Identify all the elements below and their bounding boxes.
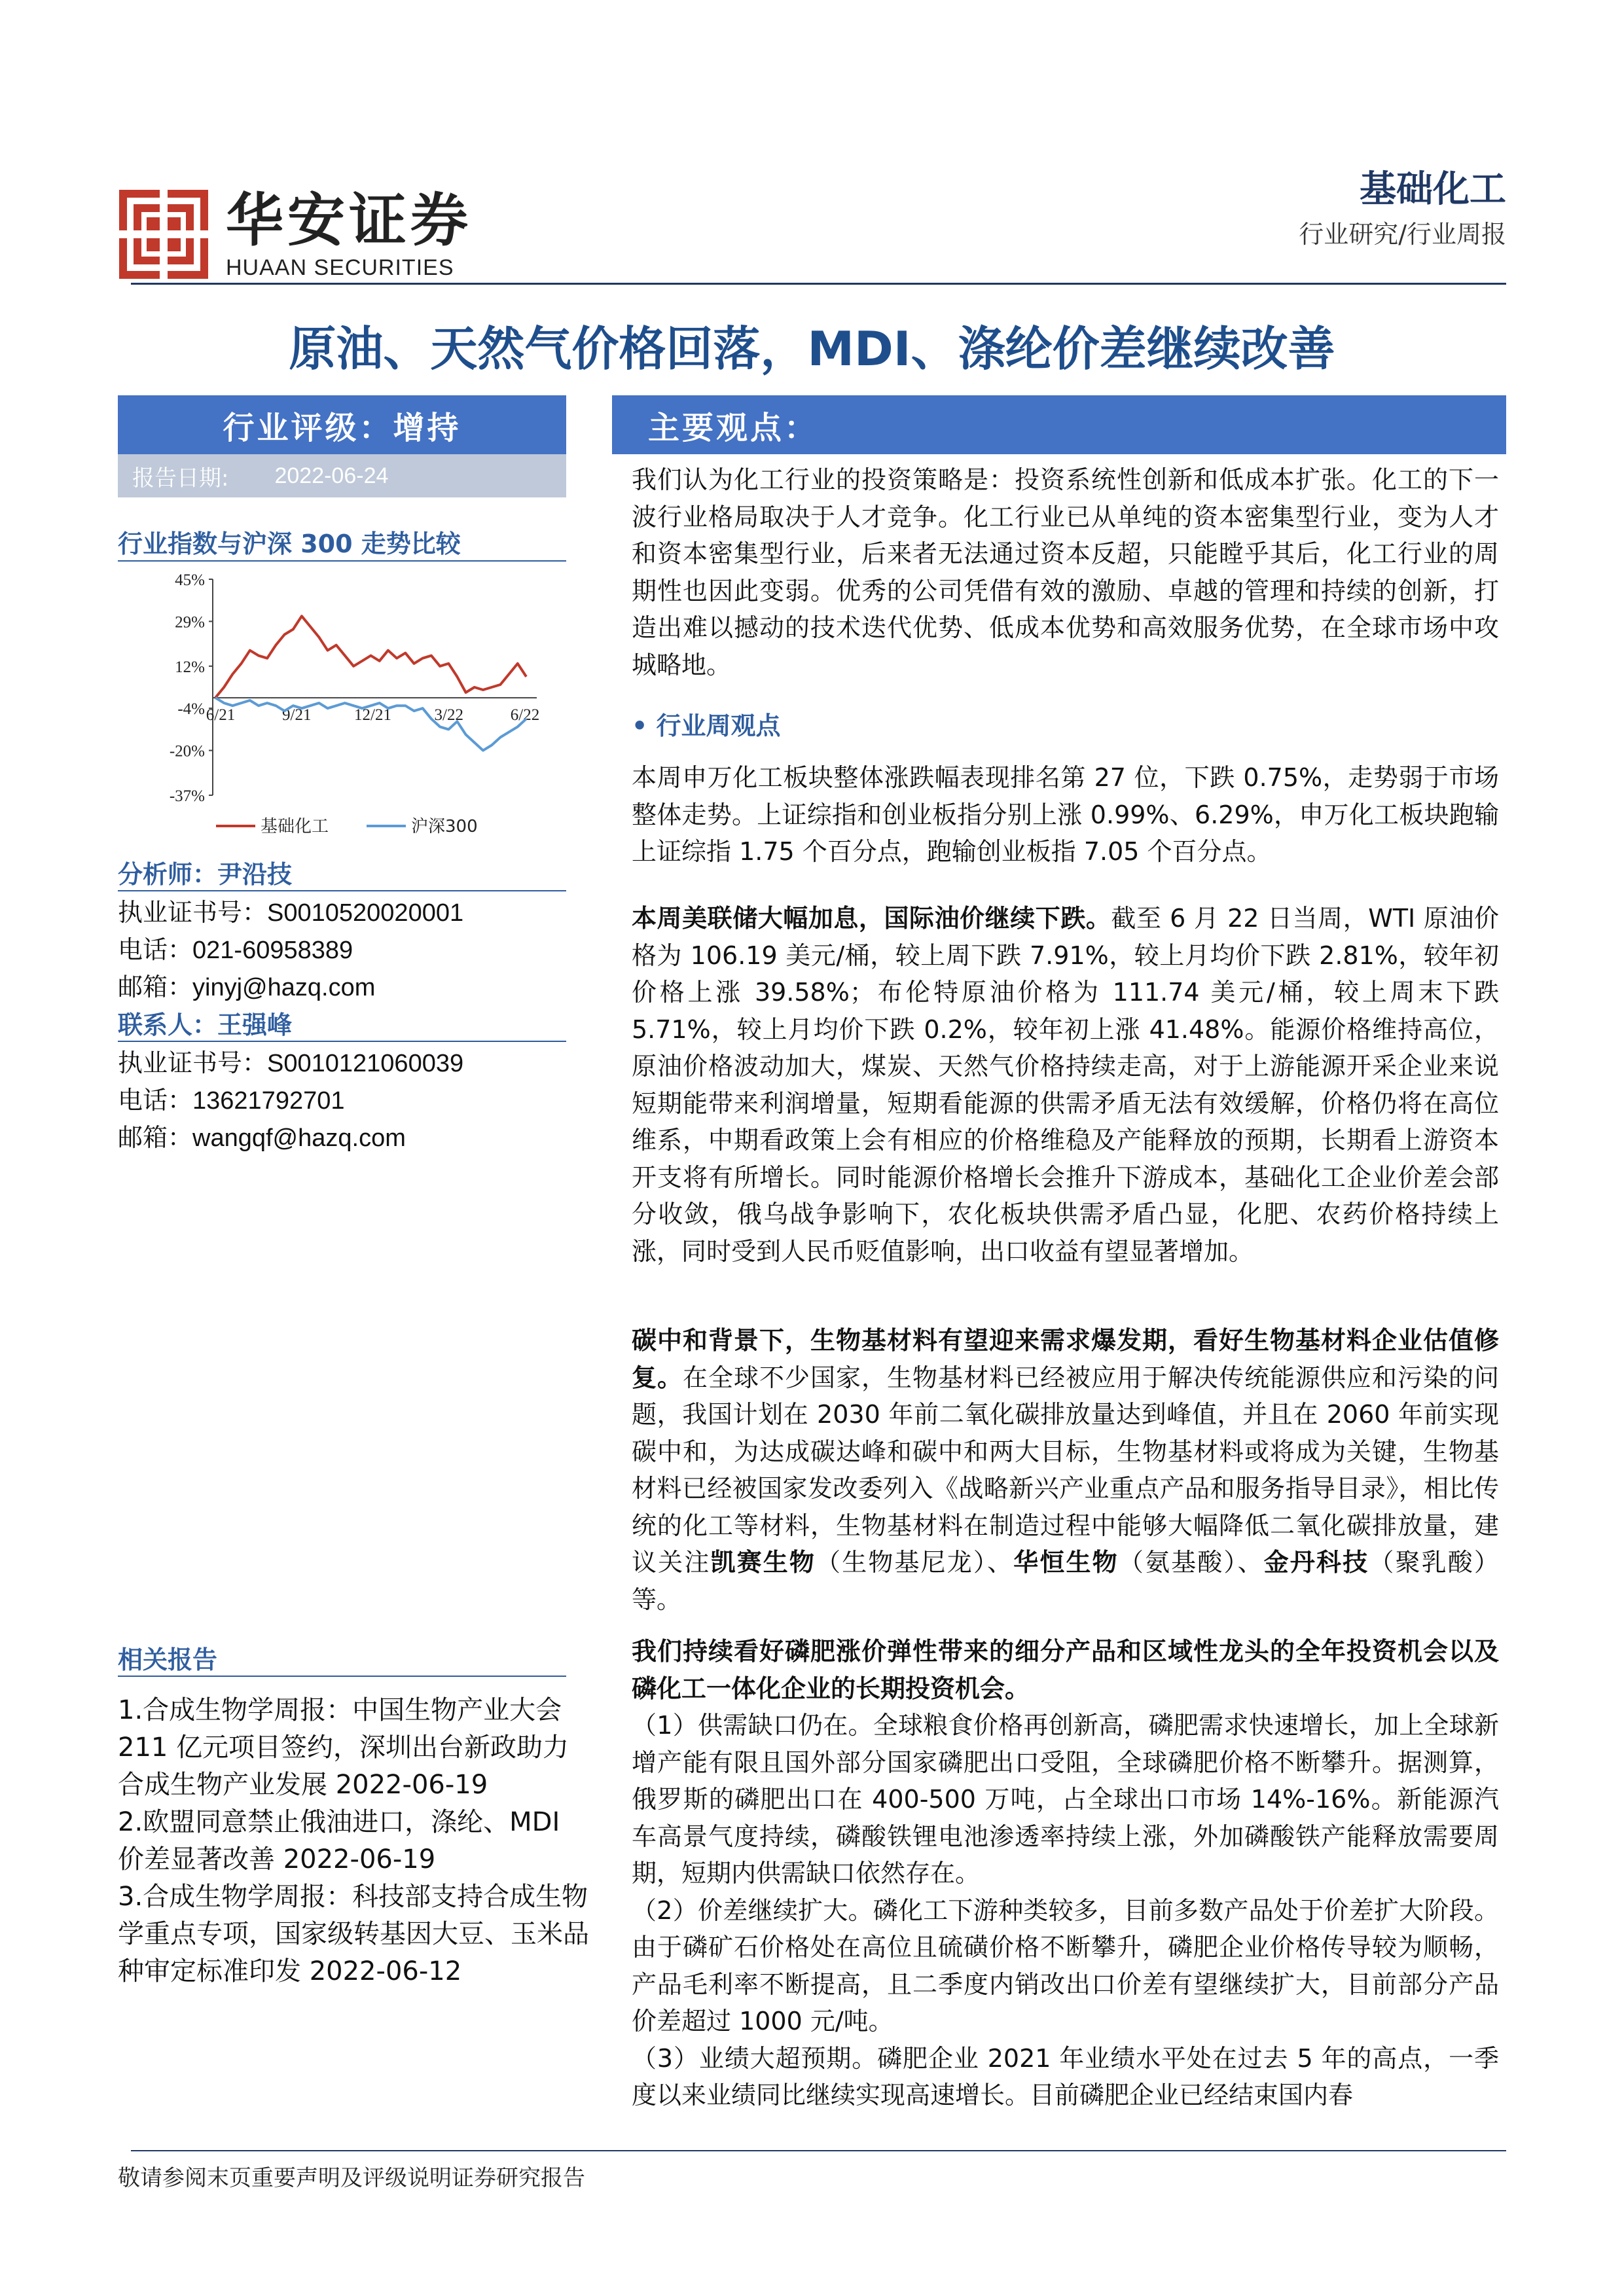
weekly-view-heading: • 行业周观点 <box>632 711 781 740</box>
logo-english-name: HUAAN SECURITIES <box>226 255 454 280</box>
logo-chinese-name: 华安证券 <box>226 186 473 254</box>
report-date-label: 报告日期: <box>132 465 229 492</box>
related-heading-rule <box>118 1676 566 1677</box>
bio-text: （生物基尼龙）、 <box>816 1548 1014 1577</box>
chart-heading-rule <box>118 560 566 562</box>
analyst-phone-label: 电话： <box>118 935 193 964</box>
x-tick-label: 3/22 <box>434 706 463 725</box>
analyst-email-label: 邮箱： <box>118 973 193 1001</box>
y-tick-label: 12% <box>175 658 205 676</box>
related-reports-heading: 相关报告 <box>118 1645 218 1674</box>
analyst-heading-rule <box>118 890 566 891</box>
related-reports-list <box>118 1692 589 1990</box>
header-divider <box>131 283 1506 285</box>
footer-divider <box>131 2150 1506 2151</box>
contact-heading-rule <box>118 1041 566 1042</box>
y-tick-label: -4% <box>177 700 205 719</box>
x-tick-label: 9/21 <box>282 706 312 725</box>
intro-paragraph <box>632 461 1499 683</box>
contact-email-link[interactable]: wangqf@hazq.com <box>192 1124 406 1152</box>
intro-text: 我们认为化工行业的投资策略是：投资系统性创新和低成本扩张。化工的下一波行业格局取决于人才竞争。化工行业已从单纯的资本密集型行业，变为人才和资本密集型行业，后来者无法通过资本反超，只能瞠乎其后，化工行业的周期性也因此变弱。优秀的公司凭借有效的激励、卓越的管理和持续的创新，打造出难以撼动的技术迭代优势、低成本优势和高效服务优势，在全球市场中攻城略地。 <box>632 465 1499 679</box>
legend-label: 沪深300 <box>411 817 478 836</box>
analyst-cert: S0010520020001 <box>267 899 464 927</box>
y-tick-label: -37% <box>169 787 205 805</box>
x-tick-label: 12/21 <box>354 706 391 725</box>
oil-paragraph <box>632 900 1499 1270</box>
company-logo-icon <box>118 188 209 280</box>
company-name: 凯赛生物 <box>710 1548 816 1577</box>
analyst-phone: 021-60958389 <box>192 937 353 964</box>
report-date-value: 2022-06-24 <box>274 463 389 488</box>
company-name: 华恒生物 <box>1013 1548 1119 1577</box>
index-comparison-chart <box>118 563 569 844</box>
bio-paragraph <box>632 1322 1499 1618</box>
report-type: 行业研究/行业周报 <box>1299 220 1506 249</box>
oil-text: 截至 6 月 22 日当周，WTI 原油价格为 106.19 美元/桶，较上周下跌 7.91%，较上月均价下跌 2.81%，较年初价格上涨 39.58%；布伦特原油价格为 111.74 美元/桶，较上周末下跌 5.71%，较上月均价下跌 0.2%，较年初上涨 41.48%。能源价格维持高位，原油价格波动加大，煤炭、天然气价格持续走高，对于上游能源开采企业来说短期能带来利润增量，短期看能源的供需矛盾无法有效缓解，价格仍将在高位维系，中期看政策上会有相应的价格维稳及产能释放的预期，长期看上游资本开支将有所增长。同时能源价格增长会推升下游成本，基础化工企业价差会部分收敛，俄乌战争影响下，农化板块供需矛盾凸显，化肥、农药价格持续上涨，同时受到人民币贬值影响，出口收益有望显著增加。 <box>632 904 1499 1266</box>
footer-disclaimer: 敬请参阅末页重要声明及评级说明证券研究报告 <box>118 2165 585 2191</box>
weekly-paragraph <box>632 759 1499 870</box>
analyst-cert-label: 执业证书号： <box>118 898 268 927</box>
report-date-bar <box>118 454 566 497</box>
related-report-item[interactable]: 1.合成生物学周报：中国生物产业大会 211 亿元项目签约，深圳出台新政助力合成生物产业发展 2022-06-19 <box>118 1695 569 1800</box>
phosphate-point-1: （1）供需缺口仍在。全球粮食价格再创新高，磷肥需求快速增长，加上全球新增产能有限且国外部分国家磷肥出口受阻，全球磷肥价格不断攀升。据测算，俄罗斯的磷肥出口在 400-500 万吨，占全球出口市场 14%-16%。新能源汽车高景气度持续，磷酸铁锂电池渗透率持续上涨，外加磷酸铁产能释放需要周期，短期内供需缺口依然存在。 <box>632 1711 1499 1888</box>
industry-index-line <box>215 616 526 698</box>
report-title: 原油、天然气价格回落，MDI、涤纶价差继续改善 <box>289 321 1335 376</box>
phosphate-point-3: （3）业绩大超预期。磷肥企业 2021 年业绩水平处在过去 5 年的高点，一季度以来业绩同比继续实现高速增长。目前磷肥企业已经结束国内春 <box>632 2043 1499 2109</box>
oil-lead: 本周美联储大幅加息，国际油价继续下跌。 <box>632 904 1111 933</box>
y-tick-label: 45% <box>175 571 205 589</box>
analyst-heading: 分析师：尹沿技 <box>118 860 293 889</box>
bio-text: （聚乳酸）等。 <box>632 1548 1499 1614</box>
contact-heading: 联系人：王强峰 <box>118 1011 293 1039</box>
contact-cert: S0010121060039 <box>267 1050 464 1077</box>
main-points-heading: 主要观点： <box>648 409 819 446</box>
x-tick-label: 6/22 <box>510 706 540 725</box>
contact-cert-label: 执业证书号： <box>118 1049 268 1077</box>
contact-email-label: 邮箱： <box>118 1123 193 1152</box>
phosphate-paragraph <box>632 1633 1499 2114</box>
rating-banner: 行业评级：增持 <box>118 395 566 454</box>
x-tick-label: 6/21 <box>206 706 236 725</box>
analyst-info <box>118 894 463 1006</box>
y-tick-label: -20% <box>169 742 205 761</box>
bio-text: 在全球不少国家，生物基材料已经被应用于解决传统能源供应和污染的问题，我国计划在 2030 年前二氧化碳排放量达到峰值，并且在 2060 年前实现碳中和，为达成碳达峰和碳中和两大目标，生物基材料或将成为关键，生物基材料已经被国家发改委列入《战略新兴产业重点产品和服务指导目录》，相比传统的化工等材料，生物基材料在制造过程中能够大幅降低二氧化碳排放量，建议关注 <box>632 1363 1499 1577</box>
related-report-item[interactable]: 3.合成生物学周报：科技部支持合成生物学重点专项，国家级转基因大豆、玉米品种审定标准印发 2022-06-12 <box>118 1882 589 1986</box>
chart-heading: 行业指数与沪深 300 走势比较 <box>118 529 461 558</box>
contact-info <box>118 1045 463 1157</box>
main-points-banner <box>612 395 1506 454</box>
weekly-text: 本周申万化工板块整体涨跌幅表现排名第 27 位，下跌 0.75%，走势弱于市场整体走势。上证综指和创业板指分别上涨 0.99%、6.29%，申万化工板块跑输上证综指 1.75 个百分点，跑输创业板指 7.05 个百分点。 <box>632 763 1499 866</box>
legend-label: 基础化工 <box>261 817 329 836</box>
sector-title: 基础化工 <box>1360 168 1506 211</box>
bio-lead: 碳中和背景下，生物基材料有望迎来需求爆发期，看好生物基材料企业估值修复。 <box>632 1326 1499 1392</box>
y-tick-label: 29% <box>175 613 205 632</box>
contact-phone: 13621792701 <box>192 1087 345 1115</box>
related-report-item[interactable]: 2.欧盟同意禁止俄油进口，涤纶、MDI 价差显著改善 2022-06-19 <box>118 1807 560 1874</box>
analyst-email-link[interactable]: yinyj@hazq.com <box>192 974 376 1001</box>
phosphate-lead: 我们持续看好磷肥涨价弹性带来的细分产品和区域性龙头的全年投资机会以及磷化工一体化企业的长期投资机会。 <box>632 1637 1499 1703</box>
contact-phone-label: 电话： <box>118 1086 193 1115</box>
phosphate-point-2: （2）价差继续扩大。磷化工下游种类较多，目前多数产品处于价差扩大阶段。由于磷矿石价格处在高位且硫磺价格不断攀升，磷肥企业价格传导较为顺畅，产品毛利率不断提高，且二季度内销改出口价差有望继续扩大，目前部分产品价差超过 1000 元/吨。 <box>632 1895 1499 2036</box>
bio-text: （氨基酸）、 <box>1118 1548 1264 1577</box>
company-name: 金丹科技 <box>1263 1548 1369 1577</box>
hs300-index-line <box>215 698 526 751</box>
